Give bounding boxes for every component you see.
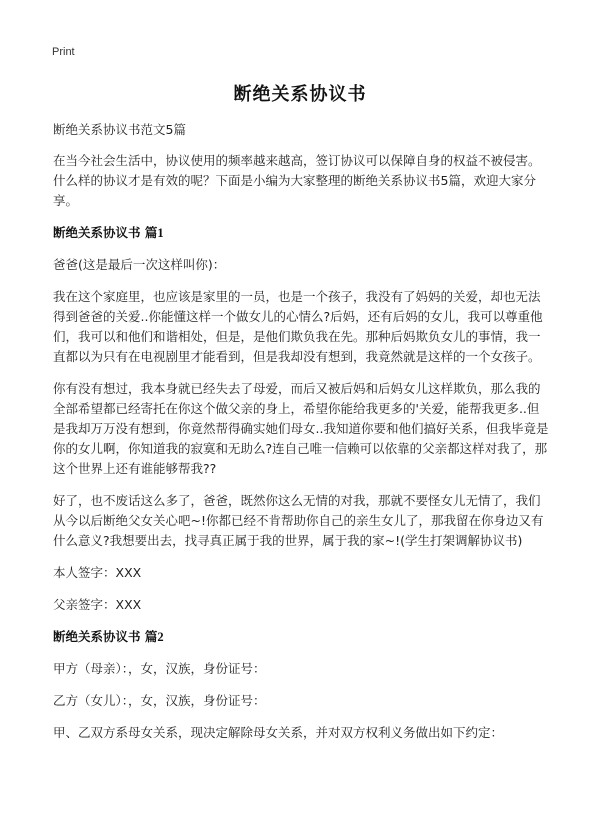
print-link[interactable]: Print xyxy=(52,46,75,58)
section-heading-number: 2 xyxy=(157,630,164,644)
section-heading-text: 断绝关系协议书 篇 xyxy=(53,225,158,240)
party-a-line: 甲方（母亲）：，女，汉族，身份证号： xyxy=(53,661,266,676)
section-heading-text: 断绝关系协议书 篇 xyxy=(53,629,158,644)
section-heading-1 xyxy=(53,223,549,243)
section-heading-2 xyxy=(53,627,549,647)
document-subtitle: 断绝关系协议书范文5篇 xyxy=(53,122,186,137)
section-1-paragraph: 你有没有想过，我本身就已经失去了母爱，而后又被后妈和后妈女儿这样欺负，那么我的全部希望都已经寄托在你这个做父亲的身上，希望你能给我更多的'关爱，能帮我更多..但是我却万万没有想到，你竟然帮得确实她们母女..我知道你要和他们搞好关系，但我毕竟是你的女儿啊，你知道我的寂寞和无助么?连自己唯一信赖可以依靠的父亲都这样对我了，那这个世界上还有谁能够帮我?? xyxy=(53,381,549,476)
section-1-paragraph: 爸爸(这是最后一次这样叫你)： xyxy=(53,257,226,272)
signature-father: 父亲签字：XXX xyxy=(53,597,142,612)
agreement-statement: 甲、乙双方系母女关系，现决定解除母女关系，并对双方权利义务做出如下约定： xyxy=(53,725,504,740)
section-1-paragraph: 好了，也不废话这么多了，爸爸，既然你这么无情的对我，那就不要怪女儿无情了，我们从今以后断绝父女关心吧~!你都已经不肯帮助你自己的亲生女儿了，那我留在你身边又有什么意义?我想要出去，找寻真正属于我的世界，属于我的家~!(学生打架调解协议书) xyxy=(53,493,544,548)
section-heading-number: 1 xyxy=(157,226,164,240)
intro-paragraph: 在当今社会生活中，协议使用的频率越来越高，签订协议可以保障自身的权益不被侵害。什么样的协议才是有效的呢？下面是小编为大家整理的断绝关系协议书5篇，欢迎大家分享。 xyxy=(53,153,541,208)
document-title: 断绝关系协议书 xyxy=(233,84,367,105)
signature-self: 本人签字：XXX xyxy=(53,565,142,580)
document-body xyxy=(53,120,549,755)
party-b-line: 乙方（女儿）：，女，汉族，身份证号： xyxy=(53,693,266,708)
section-1-paragraph: 我在这个家庭里，也应该是家里的一员，也是一个孩子，我没有了妈妈的关爱，却也无法得到爸爸的关爱..你能懂这样一个做女儿的心情么?后妈，还有后妈的女儿，我可以尊重他们，我可以和他们和谐相处，但是，是他们欺负我在先。那种后妈欺负女儿的事情，我一直都以为只有在电视剧里才能看到，但是我却没有想到，我竟然就是这样的一个女孩子。 xyxy=(53,289,543,364)
